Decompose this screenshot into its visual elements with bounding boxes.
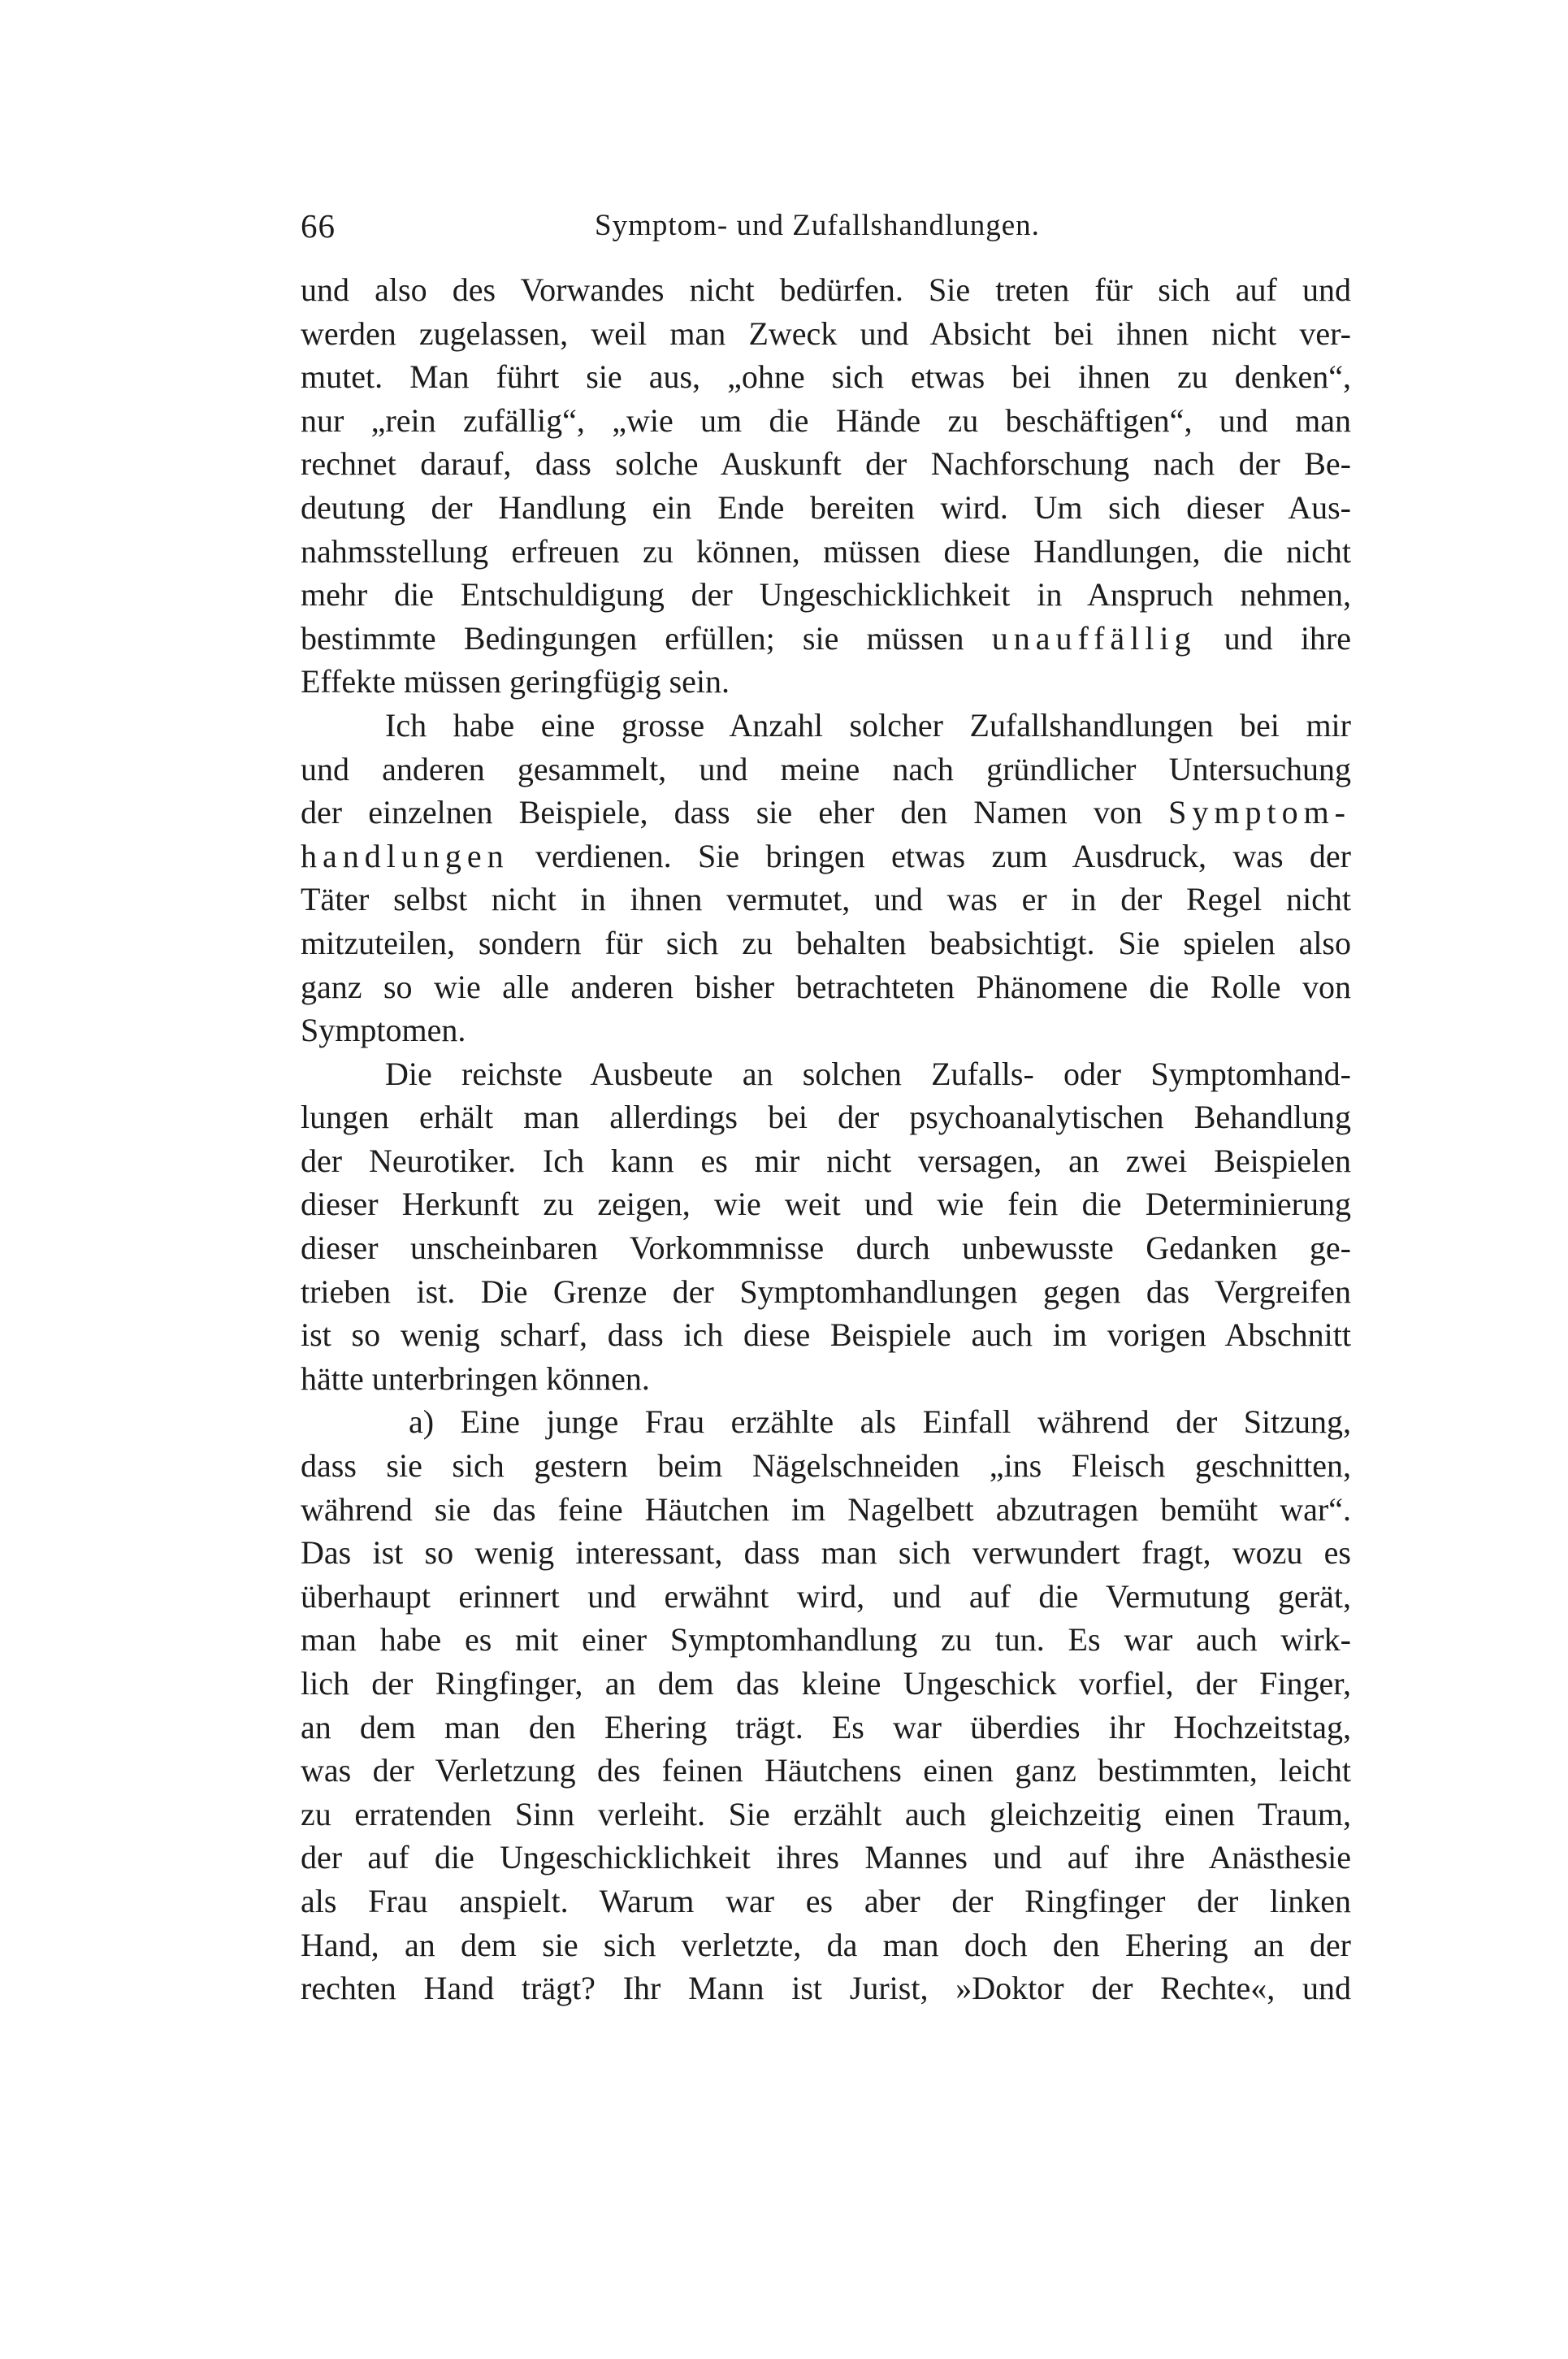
text-line: rechten Hand trägt? Ihr Mann ist Jurist, »Doktor der Rechte«, und xyxy=(301,1970,1351,2007)
text-line: zu erratenden Sinn verleiht. Sie erzählt auch gleichzeitig einen Traum, xyxy=(301,1795,1351,1832)
text-line: hätte unterbringen können. xyxy=(301,1359,650,1397)
text-line: nur „rein zufällig“, „wie um die Hände zu beschäftigen“, und man xyxy=(301,401,1351,439)
text-line: und anderen gesammelt, und meine nach gründlicher Untersuchung xyxy=(301,750,1351,787)
text-line: der Neurotiker. Ich kann es mir nicht versagen, an zwei Beispielen xyxy=(301,1142,1351,1179)
text-line: Effekte müssen geringfügig sein. xyxy=(301,663,730,700)
text-line: trieben ist. Die Grenze der Symptomhandlungen gegen das Vergreifen xyxy=(301,1273,1351,1310)
text-line: ganz so wie alle anderen bisher betrachteten Phänomene die Rolle von xyxy=(301,968,1351,1005)
text-line: Ich habe eine grosse Anzahl solcher Zufallshandlungen bei mir xyxy=(385,706,1351,744)
text-line: Täter selbst nicht in ihnen vermutet, und was er in der Regel nicht xyxy=(301,881,1351,918)
text-line: als Frau anspielt. Warum war es aber der Ringfinger der linken xyxy=(301,1882,1351,1919)
text-line: der auf die Ungeschicklichkeit ihres Mannes und auf ihre Anästhesie xyxy=(301,1839,1351,1876)
text-line: nahmsstellung erfreuen zu können, müssen diese Handlungen, die nicht xyxy=(301,532,1351,570)
text-line: überhaupt erinnert und erwähnt wird, und auf die Vermutung gerät, xyxy=(301,1577,1351,1615)
text-line: an dem man den Ehering trägt. Es war überdies ihr Hochzeitstag, xyxy=(301,1708,1351,1745)
text-line: rechnet darauf, dass solche Auskunft der Nachforschung nach der Be- xyxy=(301,445,1351,483)
text-line: deutung der Handlung ein Ende bereiten wird. Um sich dieser Aus- xyxy=(301,488,1351,526)
text-run: und ihre xyxy=(1224,619,1352,657)
text-line: werden zugelassen, weil man Zweck und Absicht bei ihnen nicht ver- xyxy=(301,314,1351,352)
text-line: ist so wenig scharf, dass ich diese Beispiele auch im vorigen Abschnitt xyxy=(301,1316,1351,1354)
text-line: was der Verletzung des feinen Häutchens einen ganz bestimmten, leicht xyxy=(301,1752,1351,1789)
emphasized-word: unauffällig xyxy=(991,619,1197,657)
text-line: a) Eine junge Frau erzählte als Einfall während der Sitzung, xyxy=(409,1403,1351,1441)
page-number: 66 xyxy=(301,207,336,245)
text-line: mutet. Man führt sie aus, „ohne sich etwas bei ihnen zu denken“, xyxy=(301,358,1351,396)
text-line xyxy=(301,835,1351,878)
text-run: verdienen. Sie bringen etwas zum Ausdruck, was der xyxy=(535,837,1351,874)
text-run: bestimmte Bedingungen erfüllen; sie müssen xyxy=(301,619,964,657)
text-line: Symptomen. xyxy=(301,1012,466,1049)
emphasized-word: Symptom- xyxy=(1168,794,1351,831)
text-line: lich der Ringfinger, an dem das kleine Ungeschick vorfiel, der Finger, xyxy=(301,1665,1351,1702)
text-line: Die reichste Ausbeute an solchen Zufalls- oder Symptomhand- xyxy=(385,1055,1351,1092)
body-text xyxy=(301,268,1351,2010)
text-line: dass sie sich gestern beim Nägelschneiden „ins Fleisch geschnitten, xyxy=(301,1447,1351,1485)
text-line: Hand, an dem sie sich verletzte, da man doch den Ehering an der xyxy=(301,1926,1351,1963)
text-line: dieser Herkunft zu zeigen, wie weit und wie fein die Determinierung xyxy=(301,1186,1351,1223)
text-line: und also des Vorwandes nicht bedürfen. Sie treten für sich auf und xyxy=(301,271,1351,308)
running-head xyxy=(301,202,1351,250)
text-line: lungen erhält man allerdings bei der psychoanalytischen Behandlung xyxy=(301,1099,1351,1136)
text-line: mehr die Entschuldigung der Ungeschicklichkeit in Anspruch nehmen, xyxy=(301,576,1351,614)
text-line: während sie das feine Häutchen im Nagelbett abzutragen bemüht war“. xyxy=(301,1490,1351,1528)
text-run: der einzelnen Beispiele, dass sie eher den Namen von xyxy=(301,794,1142,831)
running-title: Symptom- und Zufallshandlungen. xyxy=(595,209,1040,242)
emphasized-word: handlungen xyxy=(301,837,509,874)
text-line: dieser unscheinbaren Vorkommnisse durch unbewusste Gedanken ge- xyxy=(301,1229,1351,1267)
text-line: mitzuteilen, sondern für sich zu behalten beabsichtigt. Sie spielen also xyxy=(301,924,1351,961)
text-line: man habe es mit einer Symptomhandlung zu tun. Es war auch wirk- xyxy=(301,1621,1351,1659)
text-line xyxy=(301,791,1351,835)
text-line xyxy=(301,617,1351,661)
text-line: Das ist so wenig interessant, dass man sich verwundert fragt, wozu es xyxy=(301,1534,1351,1572)
